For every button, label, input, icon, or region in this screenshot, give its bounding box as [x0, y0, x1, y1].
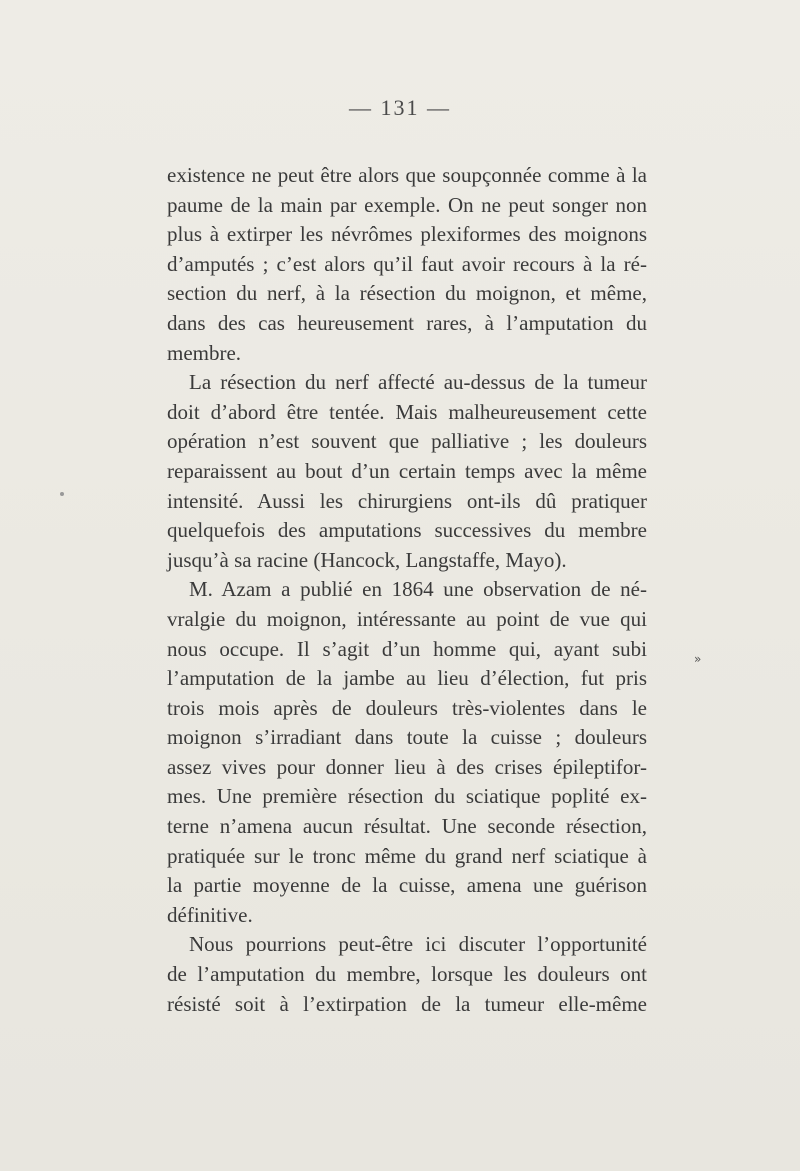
paper-speck	[60, 492, 64, 496]
text-line: résisté soit à l’extirpation de la tumeur elle-même	[167, 991, 647, 1016]
text-line: la partie moyenne de la cuisse, amena une guérison	[167, 873, 647, 898]
text-line: l’amputation de la jambe au lieu d’élection, fut pris	[167, 666, 647, 691]
page-number: — 131 —	[349, 95, 451, 120]
text-line: intensité. Aussi les chirurgiens ont-ils dû pratiquer	[167, 488, 647, 513]
text-line: Nous pourrions peut-être ici discuter l’opportunité	[189, 932, 647, 957]
body-text	[167, 161, 647, 1019]
text-line: dans des cas heureusement rares, à l’amputation du	[167, 310, 647, 335]
paragraph	[167, 161, 647, 368]
text-line: section du nerf, à la résection du moignon, et même,	[167, 281, 647, 306]
text-line: existence ne peut être alors que soupçonnée comme à la	[167, 163, 647, 187]
paragraph	[167, 575, 647, 930]
text-line: membre.	[167, 340, 242, 365]
text-line: quelquefois des amputations successives du membre	[167, 518, 647, 543]
paragraph	[167, 930, 647, 1019]
text-line: pratiquée sur le tronc même du grand nerf sciatique à	[167, 843, 647, 868]
text-line: La résection du nerf affecté au-dessus de la tumeur	[189, 370, 647, 395]
text-line: définitive.	[167, 902, 253, 927]
text-line: trois mois après de douleurs très-violentes dans le	[167, 695, 647, 720]
margin-mark: »	[694, 652, 702, 666]
text-line: doit d’abord être tentée. Mais malheureusement cette	[167, 399, 647, 424]
text-line: opération n’est souvent que palliative ; les douleurs	[167, 429, 647, 454]
text-line: de l’amputation du membre, lorsque les douleurs ont	[167, 962, 647, 987]
text-line: paume de la main par exemple. On ne peut songer non	[167, 192, 647, 217]
text-line: M. Azam a publié en 1864 une observation de né-	[189, 577, 647, 602]
text-line: plus à extirper les névrômes plexiformes des moignons	[167, 222, 647, 247]
text-line: d’amputés ; c’est alors qu’il faut avoir recours à la ré-	[167, 251, 647, 276]
paragraph	[167, 368, 647, 575]
text-line: terne n’amena aucun résultat. Une seconde résection,	[167, 814, 647, 839]
text-line: vralgie du moignon, intéressante au point de vue qui	[167, 606, 647, 631]
text-line: assez vives pour donner lieu à des crises épileptifor-	[167, 754, 647, 779]
text-line: reparaissent au bout d’un certain temps avec la même	[167, 458, 647, 483]
text-line: jusqu’à sa racine (Hancock, Langstaffe, Mayo).	[167, 547, 567, 572]
text-line: moignon s’irradiant dans toute la cuisse ; douleurs	[167, 725, 647, 750]
text-line: mes. Une première résection du sciatique poplité ex-	[167, 784, 647, 809]
text-line: nous occupe. Il s’agit d’un homme qui, ayant subi	[167, 636, 647, 661]
